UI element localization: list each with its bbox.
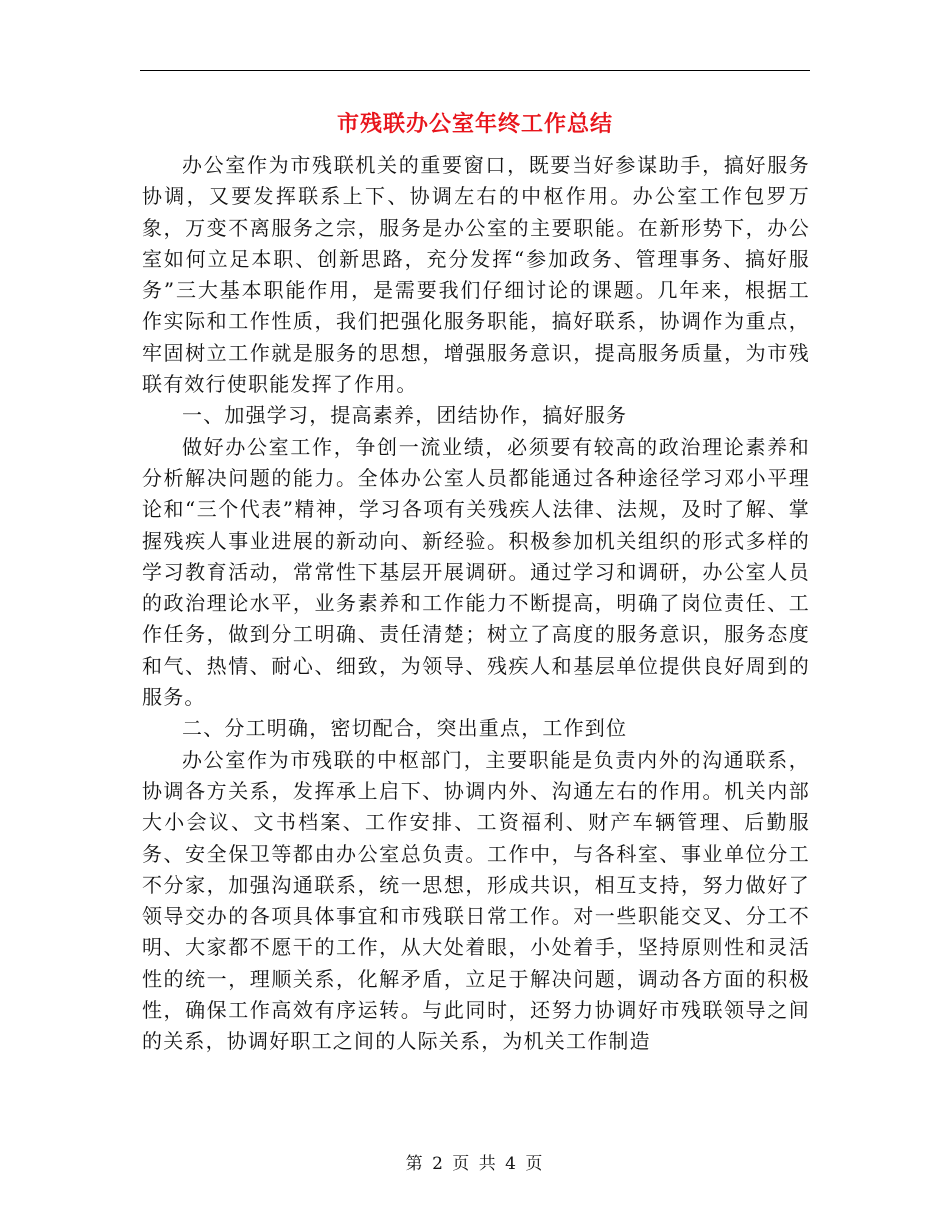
paragraph-section-1: 做好办公室工作，争创一流业绩，必须要有较高的政治理论素养和分析解决问题的能力。全体办公室人员都能通过各种途径学习邓小平理论和“三个代表”精神，学习各项有关残疾人法律、法规，及时了解、掌握残疾人事业进展的新动向、新经验。积极参加机关组织的形式多样的学习教育活动，常常性下基层开展调研。通过学习和调研，办公室人员的政治理论水平，业务素养和工作能力不断提高，明确了岗位责任、工作任务，做到分工明确、责任清楚；树立了高度的服务意识，服务态度和气、热情、耐心、细致，为领导、残疾人和基层单位提供良好周到的服务。 — [142, 434, 810, 710]
document-body — [142, 150, 810, 1058]
page-footer: 第 2 页 共 4 页 — [405, 1154, 545, 1174]
paragraph-intro: 办公室作为市残联机关的重要窗口，既要当好参谋助手，搞好服务协调，又要发挥联系上下、协调左右的中枢作用。办公室工作包罗万象，万变不离服务之宗，服务是办公室的主要职能。在新形势下，办公室如何立足本职、创新思路，充分发挥“参加政务、管理事务、搞好服务”三大基本职能作用，是需要我们仔细讨论的课题。几年来，根据工作实际和工作性质，我们把强化服务职能，搞好联系，协调作为重点，牢固树立工作就是服务的思想，增强服务意识，提高服务质量，为市残联有效行使职能发挥了作用。 — [142, 153, 810, 397]
document-title: 市残联办公室年终工作总结 — [336, 112, 613, 137]
section-heading-1: 一、加强学习，提高素养，团结协作，搞好服务 — [182, 403, 628, 428]
paragraph-section-2: 办公室作为市残联的中枢部门，主要职能是负责内外的沟通联系，协调各方关系，发挥承上启下、协调内外、沟通左右的作用。机关内部大小会议、文书档案、工作安排、工资福利、财产车辆管理、后勤服务、安全保卫等都由办公室总负责。工作中，与各科室、事业单位分工不分家，加强沟通联系，统一思想，形成共识，相互支持，努力做好了领导交办的各项具体事宜和市残联日常工作。对一些职能交叉、分工不明、大家都不愿干的工作，从大处着眼，小处着手，坚持原则性和灵活性的统一，理顺关系，化解矛盾，立足于解决问题，调动各方面的积极性，确保工作高效有序运转。与此同时，还努力协调好市残联领导之间的关系，协调好职工之间的人际关系，为机关工作制造 — [142, 747, 810, 1054]
section-heading-2: 二、分工明确，密切配合，突出重点，工作到位 — [182, 716, 628, 741]
header-rule — [140, 70, 810, 71]
